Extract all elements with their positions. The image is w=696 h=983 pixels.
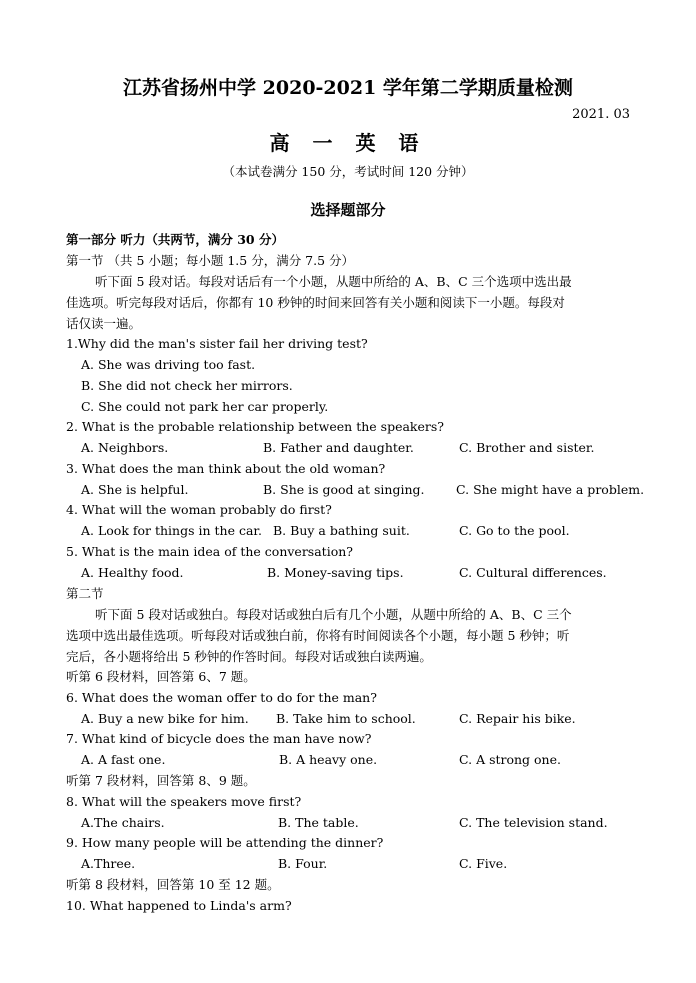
q9-option-a: A.Three. [81,856,136,871]
q5-option-b: B. Money-saving tips. [267,565,404,580]
q1-option-c: C. She could not park her car properly. [81,399,329,414]
question-1: 1.Why did the man's sister fail her driving test? [66,336,368,351]
q7-option-c: C. A strong one. [459,752,561,767]
material-6-note: 听第 6 段材料，回答第 6、7 题。 [66,669,256,684]
q3-option-a: A. She is helpful. [81,482,189,497]
q6-option-b: B. Take him to school. [276,711,416,726]
question-3: 3. What does the man think about the old woman? [66,461,386,476]
question-2: 2. What is the probable relationship between the speakers? [66,419,444,434]
question-9: 9. How many people will be attending the dinner? [66,835,384,850]
q3-option-c: C. She might have a problem. [456,482,645,497]
part1-heading: 第一部分 听力（共两节，满分 30 分） [66,232,284,247]
sec1-instruction-line: 听下面 5 段对话。每段对话后有一个小题，从题中所给的 A、B、C 三个选项中选出最 [95,274,572,289]
question-4: 4. What will the woman probably do first? [66,502,332,517]
q2-option-c: C. Brother and sister. [459,440,595,455]
q9-option-c: C. Five. [459,856,508,871]
exam-note: （本试卷满分 150 分，考试时间 120 分钟） [222,164,474,179]
material-8-note: 听第 8 段材料，回答第 10 至 12 题。 [66,877,280,892]
subject-title: 高 一 英 语 [269,131,427,155]
sec1-heading: 第一节 （共 5 小题；每小题 1.5 分，满分 7.5 分） [66,253,355,268]
sec2-instruction-line: 完后，各小题将给出 5 秒钟的作答时间。每段对话或独白读两遍。 [66,649,432,664]
exam-date: 2021. 03 [572,107,630,122]
q6-option-c: C. Repair his bike. [459,711,576,726]
q2-option-b: B. Father and daughter. [263,440,414,455]
question-6: 6. What does the woman offer to do for the man? [66,690,377,705]
q8-option-a: A.The chairs. [81,815,165,830]
q5-option-c: C. Cultural differences. [459,565,607,580]
q1-option-b: B. She did not check her mirrors. [81,378,293,393]
q7-option-b: B. A heavy one. [279,752,378,767]
q6-option-a: A. Buy a new bike for him. [81,711,249,726]
q1-option-a: A. She was driving too fast. [81,357,256,372]
material-7-note: 听第 7 段材料，回答第 8、9 题。 [66,773,256,788]
question-8: 8. What will the speakers move first? [66,794,302,809]
q4-option-c: C. Go to the pool. [459,523,570,538]
q5-option-a: A. Healthy food. [81,565,184,580]
q4-option-b: B. Buy a bathing suit. [273,523,410,538]
question-10: 10. What happened to Linda's arm? [66,898,292,913]
q7-option-a: A. A fast one. [81,752,166,767]
q3-option-b: B. She is good at singing. [263,482,425,497]
sec2-heading: 第二节 [66,586,104,601]
q2-option-a: A. Neighbors. [81,440,169,455]
sec1-instruction-line: 话仅读一遍。 [66,316,142,331]
sec2-instruction-line: 听下面 5 段对话或独白。每段对话或独白后有几个小题，从题中所给的 A、B、C 三个 [95,607,572,622]
question-5: 5. What is the main idea of the conversation? [66,544,353,559]
q4-option-a: A. Look for things in the car. [81,523,262,538]
q8-option-b: B. The table. [278,815,359,830]
sec2-instruction-line: 选项中选出最佳选项。听每段对话或独白前，你将有时间阅读各个小题，每小题 5 秒钟；听 [66,628,570,643]
sec1-instruction-line: 佳选项。听完每段对话后，你都有 10 秒钟的时间来回答有关小题和阅读下一小题。每段对 [66,295,565,310]
section-heading: 选择题部分 [310,201,386,219]
exam-title: 江苏省扬州中学 2020-2021 学年第二学期质量检测 [123,77,573,99]
q8-option-c: C. The television stand. [459,815,608,830]
q9-option-b: B. Four. [278,856,328,871]
question-7: 7. What kind of bicycle does the man have now? [66,731,372,746]
